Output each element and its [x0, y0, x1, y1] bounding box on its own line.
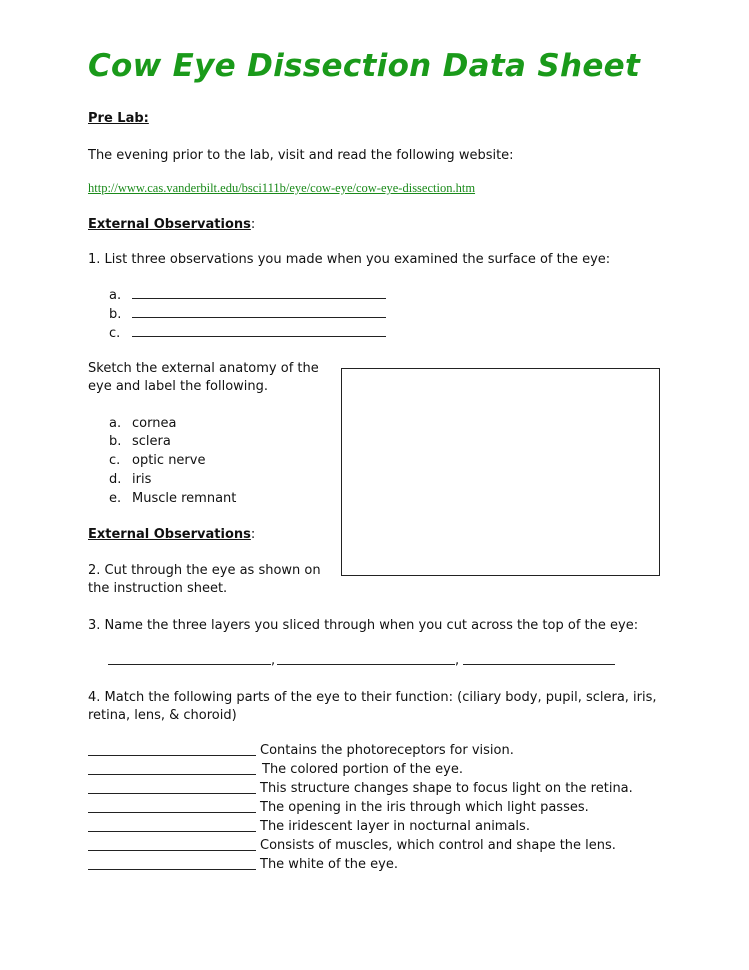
- observation-letter-b: b.: [109, 307, 122, 322]
- function-photoreceptors: Contains the photoreceptors for vision.: [260, 743, 514, 758]
- layer-comma: ,: [455, 653, 460, 668]
- label-item-sclera: sclera: [132, 434, 171, 449]
- match-answer-line[interactable]: [88, 850, 256, 851]
- function-white-of-eye: The white of the eye.: [260, 857, 398, 872]
- function-muscles-lens: Consists of muscles, which control and shape the lens.: [260, 838, 616, 853]
- heading-colon: :: [250, 217, 256, 232]
- function-focus-light: This structure changes shape to focus light on the retina.: [260, 781, 633, 796]
- label-item-letter: d.: [109, 472, 122, 487]
- label-item-iris: iris: [132, 472, 152, 487]
- match-answer-line[interactable]: [88, 755, 256, 756]
- question-3: 3. Name the three layers you sliced through when you cut across the top of the eye:: [88, 618, 639, 633]
- label-item-muscle-remnant: Muscle remnant: [132, 491, 237, 506]
- match-answer-line[interactable]: [88, 831, 256, 832]
- observation-letter-c: c.: [109, 326, 121, 341]
- layer-comma: ,: [271, 653, 276, 668]
- question-2-line-2: the instruction sheet.: [88, 581, 228, 596]
- label-item-letter: c.: [109, 453, 121, 468]
- sketch-drawing-box[interactable]: [341, 368, 660, 576]
- function-iridescent-layer: The iridescent layer in nocturnal animals.: [260, 819, 530, 834]
- function-colored-portion: The colored portion of the eye.: [262, 762, 463, 777]
- external-observations-heading-text: External Observations: [88, 217, 251, 232]
- layer-answer-line-2[interactable]: [277, 664, 455, 665]
- function-opening-iris: The opening in the iris through which light passes.: [260, 800, 589, 815]
- match-answer-line[interactable]: [88, 774, 256, 775]
- layer-answer-line-3[interactable]: [463, 664, 615, 665]
- match-answer-line[interactable]: [88, 869, 256, 870]
- prelab-heading: Pre Lab:: [88, 111, 149, 126]
- observation-answer-line-a[interactable]: [132, 298, 386, 299]
- sketch-instruction-line-1: Sketch the external anatomy of the: [88, 361, 319, 376]
- match-answer-line[interactable]: [88, 812, 256, 813]
- prelab-instruction: The evening prior to the lab, visit and read the following website:: [88, 148, 514, 163]
- external-observations-heading-2: [88, 526, 255, 544]
- external-observations-heading-1: [88, 216, 255, 234]
- label-item-cornea: cornea: [132, 416, 177, 431]
- label-item-letter: a.: [109, 416, 122, 431]
- prelab-website-link[interactable]: http://www.cas.vanderbilt.edu/bsci111b/eye/cow-eye/cow-eye-dissection.htm: [88, 181, 476, 195]
- page-title: Cow Eye Dissection Data Sheet: [88, 48, 641, 84]
- match-answer-line[interactable]: [88, 793, 256, 794]
- observation-answer-line-b[interactable]: [132, 317, 386, 318]
- label-item-optic-nerve: optic nerve: [132, 453, 206, 468]
- observation-answer-line-c[interactable]: [132, 336, 386, 337]
- external-observations-heading-text: External Observations: [88, 527, 251, 542]
- layer-answer-line-1[interactable]: [108, 664, 271, 665]
- label-item-letter: b.: [109, 434, 122, 449]
- sketch-instruction-line-2: eye and label the following.: [88, 379, 269, 394]
- question-1: 1. List three observations you made when you examined the surface of the eye:: [88, 252, 611, 267]
- heading-colon: :: [250, 527, 256, 542]
- question-2-line-1: 2. Cut through the eye as shown on: [88, 563, 321, 578]
- question-4-line-2: retina, lens, & choroid): [88, 708, 237, 723]
- label-item-letter: e.: [109, 491, 122, 506]
- observation-letter-a: a.: [109, 288, 122, 303]
- question-4-line-1: 4. Match the following parts of the eye to their function: (ciliary body, pupil, sclera, iris,: [88, 690, 657, 705]
